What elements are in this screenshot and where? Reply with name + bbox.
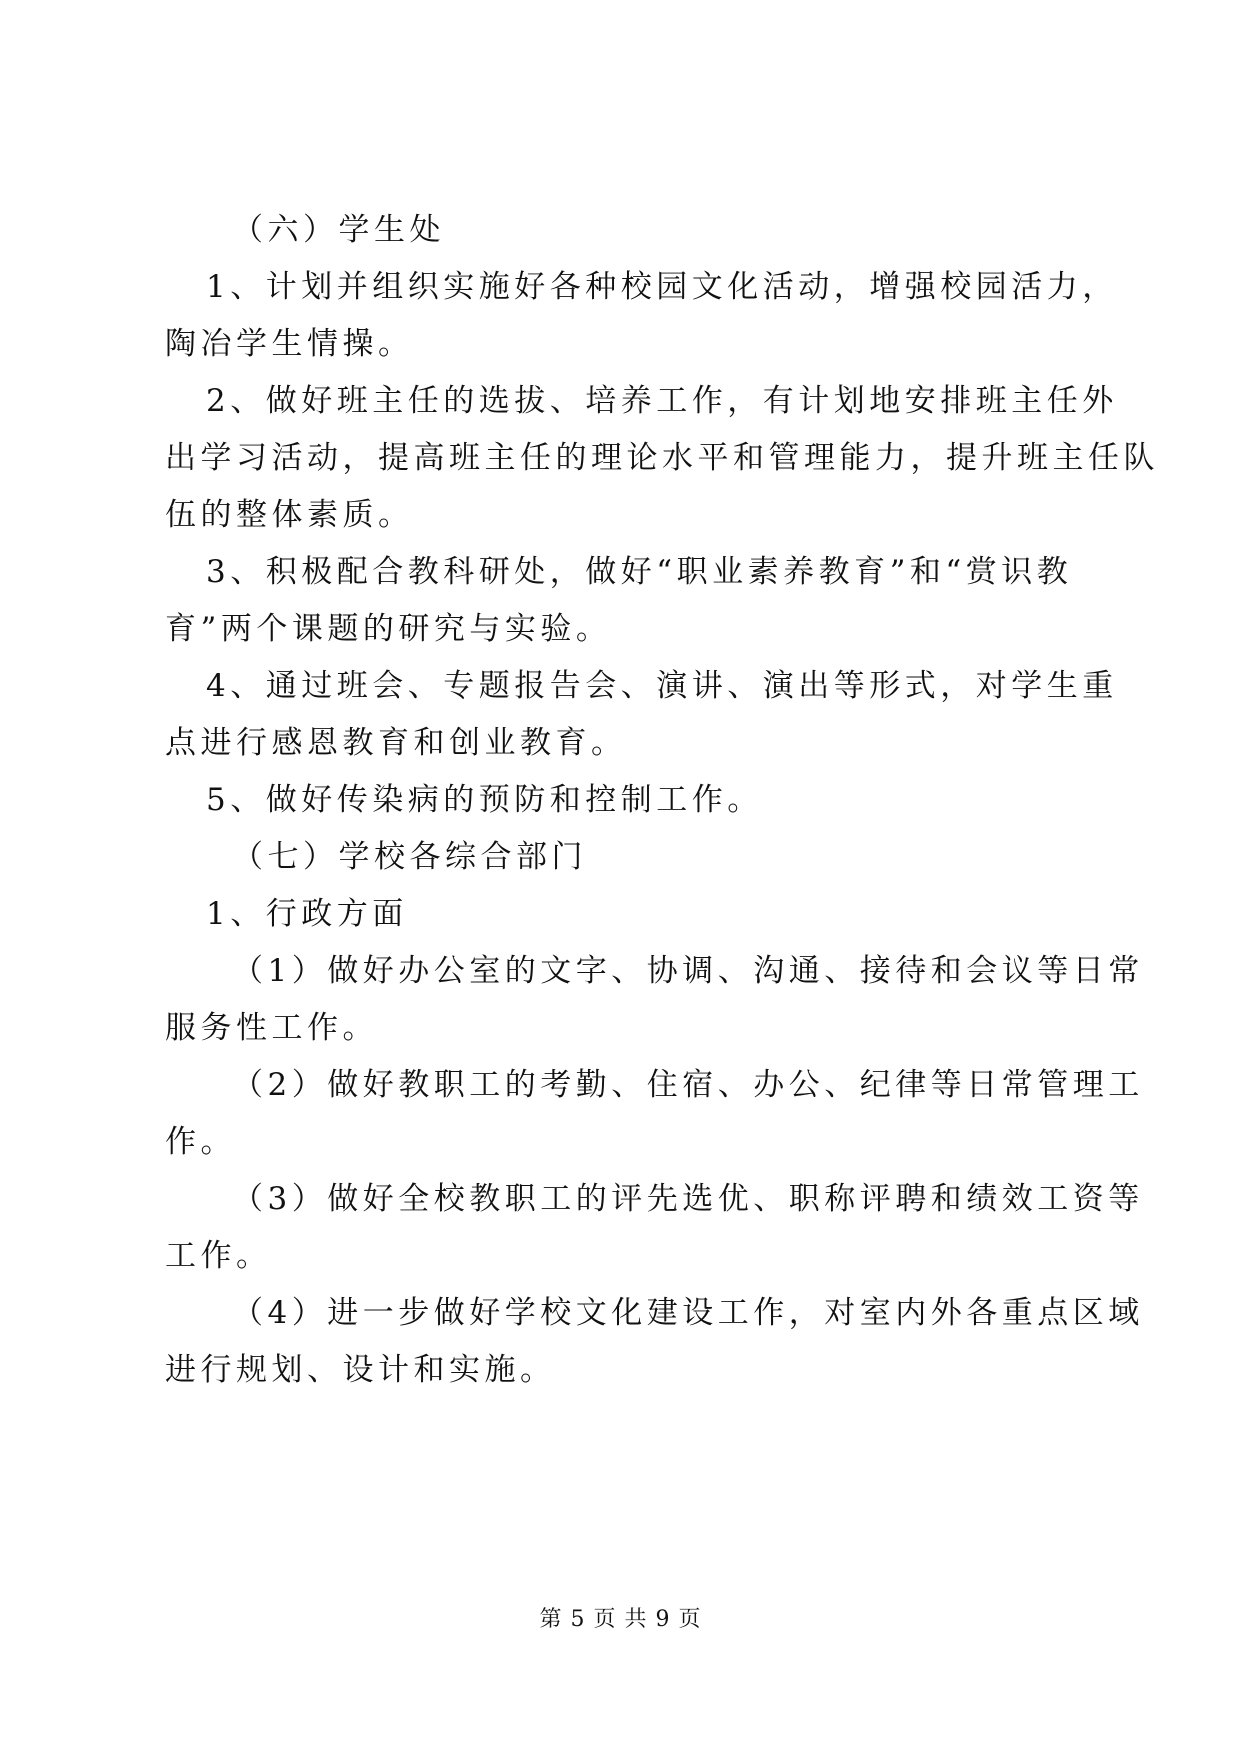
paragraph-line: 伍的整体素质。 [165,497,414,533]
subsection-heading-administration: 1、行政方面 [206,896,408,932]
section-heading-student-affairs: （六）学生处 [232,212,445,248]
paragraph-line: 3、积极配合教科研处，做好“职业素养教育”和“赏识教 [206,554,1073,590]
paragraph-line: 工作。 [165,1238,272,1274]
paragraph-line: 2、做好班主任的选拔、培养工作，有计划地安排班主任外 [206,383,1118,419]
paragraph-line: （1）做好办公室的文字、协调、沟通、接待和会议等日常 [232,953,1144,989]
paragraph-line: （2）做好教职工的考勤、住宿、办公、纪律等日常管理工 [232,1067,1144,1103]
paragraph-line: 5、做好传染病的预防和控制工作。 [206,782,763,818]
paragraph-line: （3）做好全校教职工的评先选优、职称评聘和绩效工资等 [232,1181,1144,1217]
section-heading-departments: （七）学校各综合部门 [232,839,587,875]
paragraph-line: 进行规划、设计和实施。 [165,1352,556,1388]
paragraph-line: 出学习活动，提高班主任的理论水平和管理能力，提升班主任队 [165,440,1159,476]
paragraph-line: 作。 [165,1124,236,1160]
paragraph-line: 1、计划并组织实施好各种校园文化活动，增强校园活力， [206,269,1118,305]
paragraph-line: 育”两个课题的研究与实验。 [165,611,612,647]
paragraph-line: 陶冶学生情操。 [165,326,414,362]
paragraph-line: 4、通过班会、专题报告会、演讲、演出等形式，对学生重 [206,668,1118,704]
paragraph-line: 服务性工作。 [165,1010,378,1046]
paragraph-line: 点进行感恩教育和创业教育。 [165,725,627,761]
page-number-footer: 第 5 页 共 9 页 [539,1607,702,1632]
paragraph-line: （4）进一步做好学校文化建设工作，对室内外各重点区域 [232,1295,1144,1331]
